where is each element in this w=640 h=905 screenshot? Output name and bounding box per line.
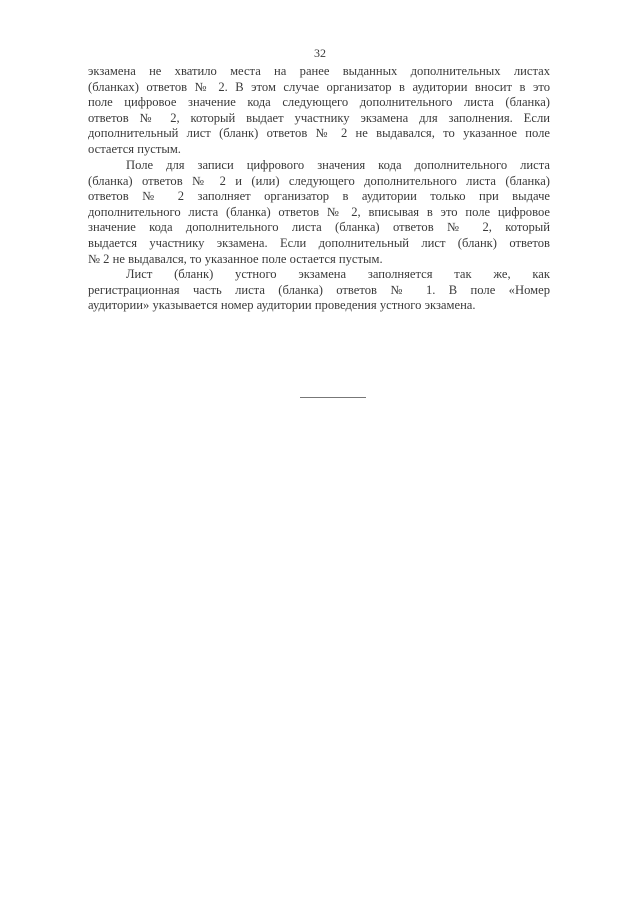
- text-line: дополнительного листа (бланка) ответов № 2, вписывая в это поле цифровое: [88, 204, 550, 219]
- text-line: значение кода дополнительного листа (бланка) ответов № 2, который: [88, 220, 550, 235]
- text-line: ответов № 2, который выдает участнику экзамена для заполнения. Если: [88, 110, 550, 125]
- text-line: дополнительный лист (бланк) ответов № 2 не выдавался, то указанное поле: [88, 126, 550, 141]
- text-line: остается пустым.: [88, 141, 181, 156]
- text-line: аудитории» указывается номер аудитории проведения устного экзамена.: [88, 298, 476, 313]
- text-line: ответов № 2 заполняет организатор в аудитории только при выдаче: [88, 189, 550, 204]
- text-line: Лист (бланк) устного экзамена заполняется так же, как: [126, 267, 550, 281]
- page-number: 32: [314, 46, 326, 60]
- end-separator-line: [300, 397, 366, 398]
- text-line: поле цифровое значение кода следующего дополнительного листа (бланка): [88, 95, 550, 110]
- paragraph-2: [88, 158, 550, 267]
- text-line: (бланках) ответов № 2. В этом случае организатор в аудитории вносит в это: [88, 79, 550, 94]
- paragraph-3: [88, 267, 550, 314]
- text-line: (бланка) ответов № 2 и (или) следующего дополнительного листа (бланка): [88, 173, 550, 188]
- text-line: выдается участнику экзамена. Если дополнительный лист (бланк) ответов: [88, 235, 550, 250]
- text-line: регистрационная часть листа (бланка) ответов № 1. В поле «Номер: [88, 282, 550, 297]
- text-line: экзамена не хватило места на ранее выданных дополнительных листах: [88, 64, 550, 78]
- paragraph-1: [88, 64, 550, 158]
- text-line: Поле для записи цифрового значения кода дополнительного листа: [126, 158, 550, 172]
- text-line: № 2 не выдавался, то указанное поле остается пустым.: [88, 251, 383, 266]
